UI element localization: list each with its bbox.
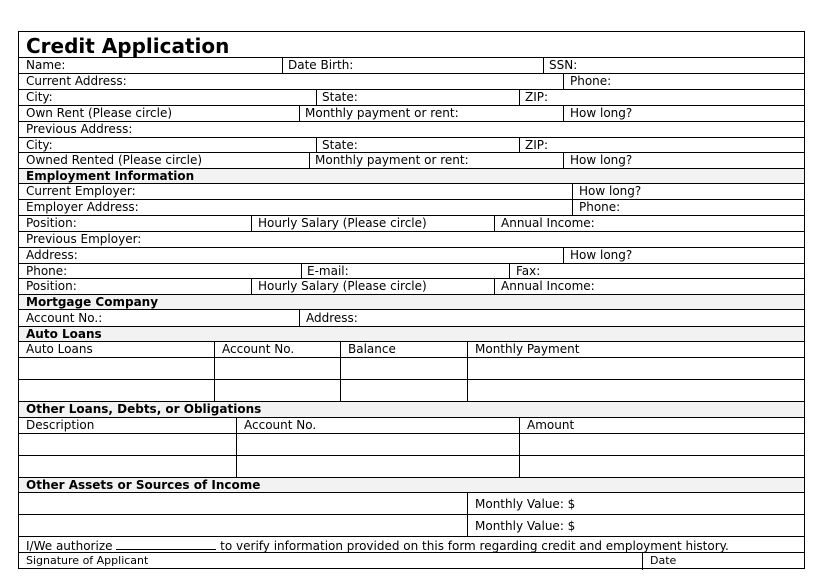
prev-employer-address-label: Address:	[26, 248, 78, 262]
auto-account-col-header: Account No.	[222, 342, 295, 356]
other-account-col-header: Account No.	[244, 418, 317, 432]
hourly-salary-label: Hourly Salary (Please circle)	[258, 216, 427, 230]
name-label: Name:	[26, 58, 66, 72]
dob-label: Date Birth:	[288, 58, 354, 72]
assets-heading: Other Assets or Sources of Income	[26, 478, 261, 492]
auto-loans-heading-band	[19, 326, 804, 341]
auto-balance-col-header: Balance	[348, 342, 396, 356]
annual-income-label: Annual Income:	[501, 216, 595, 230]
fax-label: Fax:	[516, 264, 541, 278]
own-rent-label: Own Rent (Please circle)	[26, 106, 173, 120]
amount-col-header: Amount	[527, 418, 575, 432]
authorization-line	[26, 538, 729, 553]
previous-address-label: Previous Address:	[26, 122, 133, 136]
ssn-label: SSN:	[549, 58, 578, 72]
monthly-payment2-label: Monthly payment or rent:	[315, 153, 469, 167]
phone-label: Phone:	[570, 74, 612, 88]
prev-employer-phone-label: Phone:	[26, 264, 68, 278]
auto-loans-heading: Auto Loans	[26, 327, 102, 341]
zip2-label: ZIP:	[525, 138, 549, 152]
authorize-name-blank	[116, 538, 216, 550]
position2-label: Position:	[26, 279, 77, 293]
annual-income2-label: Annual Income:	[501, 279, 595, 293]
zip-label: ZIP:	[525, 90, 549, 104]
current-address-label: Current Address:	[26, 74, 127, 88]
city-label: City:	[26, 90, 53, 104]
employer-phone-label: Phone:	[579, 200, 621, 214]
authorization-suffix: to verify information provided on this form regarding credit and employment history.	[220, 539, 729, 553]
mortgage-address-label: Address:	[306, 311, 358, 325]
how-long2-label: How long?	[570, 153, 633, 167]
form-title: Credit Application	[26, 34, 230, 58]
email-label: E-mail:	[307, 264, 349, 278]
credit-application-form	[18, 31, 805, 569]
auto-monthly-col-header: Monthly Payment	[475, 342, 580, 356]
employer-how-long-label: How long?	[579, 184, 642, 198]
employer-address-label: Employer Address:	[26, 200, 139, 214]
prev-employer-how-long-label: How long?	[570, 248, 633, 262]
monthly-value-2-label: Monthly Value: $	[475, 519, 576, 533]
monthly-value-1-label: Monthly Value: $	[475, 497, 576, 511]
other-loans-heading: Other Loans, Debts, or Obligations	[26, 402, 262, 416]
date-label: Date	[650, 554, 677, 567]
how-long-label: How long?	[570, 106, 633, 120]
authorization-prefix: I/We authorize	[26, 539, 113, 553]
current-employer-label: Current Employer:	[26, 184, 136, 198]
previous-employer-label: Previous Employer:	[26, 232, 142, 246]
position-label: Position:	[26, 216, 77, 230]
state2-label: State:	[322, 138, 358, 152]
city2-label: City:	[26, 138, 53, 152]
hourly-salary2-label: Hourly Salary (Please circle)	[258, 279, 427, 293]
employment-heading: Employment Information	[26, 169, 195, 183]
state-label: State:	[322, 90, 358, 104]
owned-rented-label: Owned Rented (Please circle)	[26, 153, 203, 167]
signature-label: Signature of Applicant	[26, 554, 149, 567]
monthly-payment-label: Monthly payment or rent:	[305, 106, 459, 120]
mortgage-heading: Mortgage Company	[26, 295, 159, 309]
description-col-header: Description	[26, 418, 95, 432]
auto-loans-col-header: Auto Loans	[26, 342, 93, 356]
mortgage-account-label: Account No.:	[26, 311, 103, 325]
